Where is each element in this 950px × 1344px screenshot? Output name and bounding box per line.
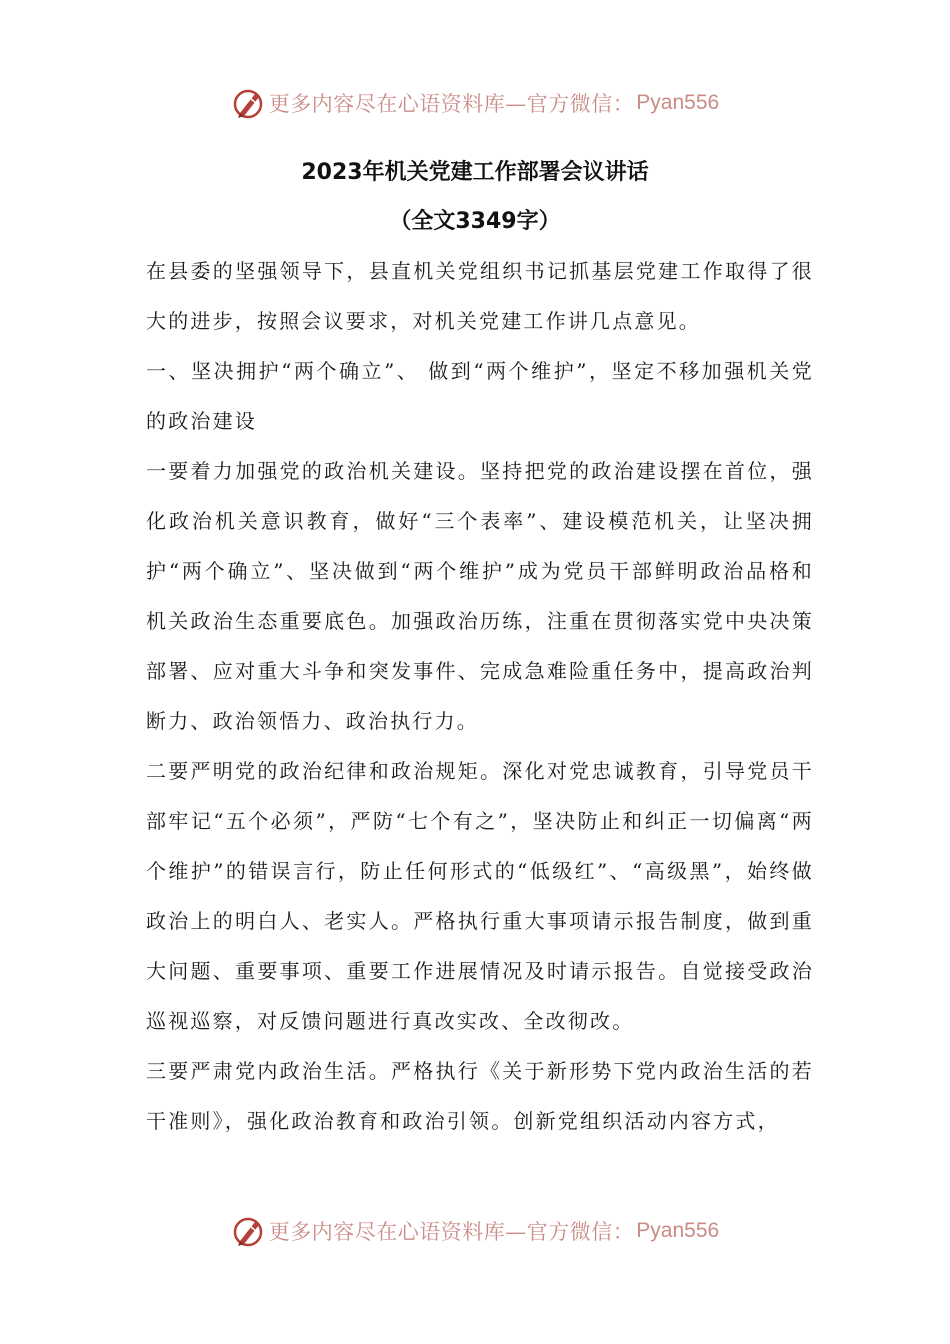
document-body (146, 246, 814, 1146)
document-title: 2023年机关党建工作部署会议讲话 (301, 160, 649, 185)
paragraph-1: 一要着力加强党的政治机关建设。坚持把党的政治建设摆在首位，强化政治机关意识教育，做好“三个表率”、建设模范机关，让坚决拥护“两个确立”、坚决做到“两个维护”成为党员干部鲜明政治品格和机关政治生态重要底色。加强政治历练，注重在贯彻落实党中央决策部署、应对重大斗争和突发事件、完成急难险重任务中，提高政治判断力、政治领悟力、政治执行力。 (146, 459, 814, 733)
watermark-text: 更多内容尽在心语资料库—官方微信： (268, 1220, 635, 1244)
pen-logo-icon (231, 86, 265, 120)
paragraph-intro: 在县委的坚强领导下，县直机关党组织书记抓基层党建工作取得了很大的进步，按照会议要求，对机关党建工作讲几点意见。 (146, 259, 814, 333)
paragraph-2: 二要严明党的政治纪律和政治规矩。深化对党忠诚教育，引导党员干部牢记“五个必须”，严防“七个有之”，坚决防止和纠正一切偏离“两个维护”的错误言行，防止任何形式的“低级红”、“高级黑”，始终做政治上的明白人、老实人。严格执行重大事项请示报告制度，做到重大问题、重要事项、重要工作进展情况及时请示报告。自觉接受政治巡视巡察，对反馈问题进行真改实改、全改彻改。 (146, 759, 814, 1033)
header-watermark (0, 83, 950, 123)
document-subtitle: （全文3349字） (389, 209, 561, 234)
watermark-text: 更多内容尽在心语资料库—官方微信： (268, 92, 635, 116)
watermark-wechat-id: Pyan556 (636, 91, 720, 114)
paragraph-3: 三要严肃党内政治生活。严格执行《关于新形势下党内政治生活的若干准则》，强化政治教育和政治引领。创新党组织活动内容方式， (146, 1059, 814, 1133)
watermark-wechat-id: Pyan556 (636, 1219, 720, 1242)
footer-watermark (0, 1211, 950, 1251)
section-heading-1: 一、坚决拥护“两个确立”、 做到“两个维护”，坚定不移加强机关党的政治建设 (146, 359, 814, 433)
pen-logo-icon (231, 1214, 265, 1248)
